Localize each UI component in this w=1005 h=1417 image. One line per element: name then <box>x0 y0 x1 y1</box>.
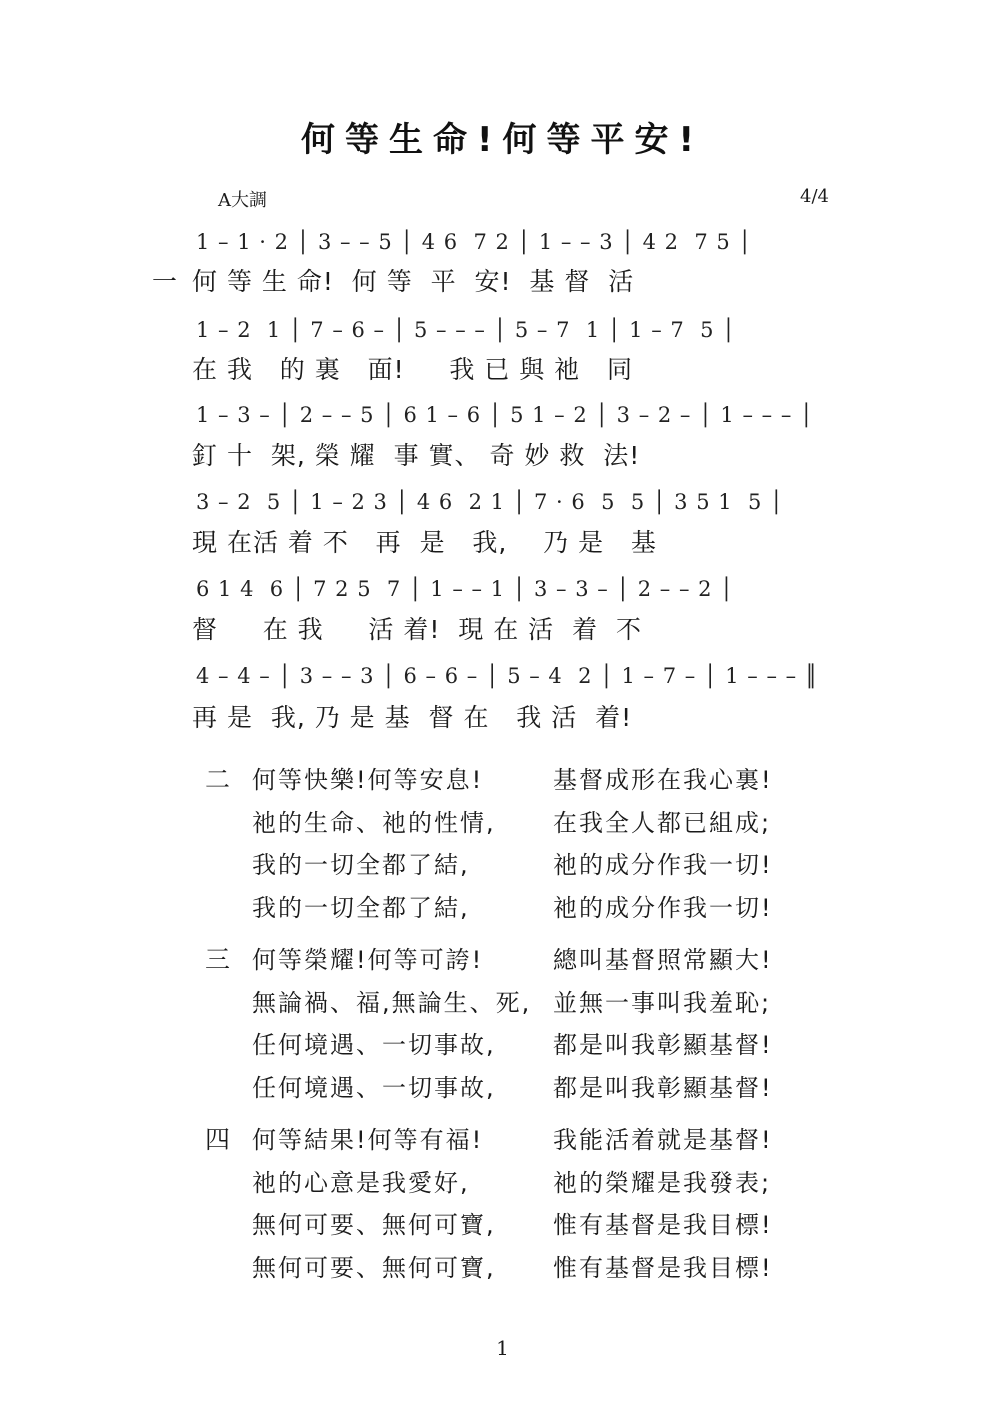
lyrics-line-5: 督 在 我 活 着! 現 在 活 着 不 <box>192 615 642 644</box>
verse-line: 祂的榮耀是我發表; <box>553 1169 772 1197</box>
verse-line: 何等結果!何等有福! <box>252 1126 484 1154</box>
verse-line: 惟有基督是我目標! <box>553 1211 773 1239</box>
lyrics-line-6: 再 是 我, 乃 是 基 督 在 我 活 着! <box>192 703 633 732</box>
verse-line: 何等榮耀!何等可誇! <box>252 946 484 974</box>
verse-line: 無何可要、無何可寶, <box>252 1254 496 1282</box>
notation-line-1: 1 – 1 · 2 │ 3 – – 5 │ 4 6 7 2 │ 1 – – 3 │ 4 2 7 5 │ <box>196 230 753 254</box>
verse-line: 基督成形在我心裏! <box>553 766 773 794</box>
verse-line: 惟有基督是我目標! <box>553 1254 773 1282</box>
verse-line: 祂的生命、祂的性情, <box>252 809 496 837</box>
stanza-number: 一 <box>152 267 178 296</box>
verse-line: 我的一切全都了結, <box>252 894 470 922</box>
verse-line: 都是叫我彰顯基督! <box>553 1031 773 1059</box>
verse-line: 祂的心意是我愛好, <box>252 1169 470 1197</box>
notation-line-5: 6 1 4 6 │ 7 2 5 7 │ 1 – – 1 │ 3 – 3 – │ 2 – – 2 │ <box>196 577 734 601</box>
verse-line: 祂的成分作我一切! <box>553 851 773 879</box>
time-signature: 4/4 <box>800 186 829 207</box>
verse-line: 何等快樂!何等安息! <box>252 766 484 794</box>
lyrics-line-4: 現 在活 着 不 再 是 我, 乃 是 基 <box>192 528 657 557</box>
verse-line: 我的一切全都了結, <box>252 851 470 879</box>
hymn-title: 何等生命!何等平安! <box>300 120 704 160</box>
verse-line: 總叫基督照常顯大! <box>553 946 773 974</box>
lyrics-line-1: 何 等 生 命! 何 等 平 安! 基 督 活 <box>192 267 635 296</box>
verse-line: 無論禍、福,無論生、死, <box>252 989 532 1017</box>
key-signature: A大調 <box>218 190 267 211</box>
notation-line-4: 3 – 2 5 │ 1 – 2 3 │ 4 6 2 1 │ 7 · 6 5 5 │ 3 5 1 5 │ <box>196 490 784 514</box>
verse-line: 祂的成分作我一切! <box>553 894 773 922</box>
lyrics-line-3: 釘 十 架, 榮 耀 事 實、 奇 妙 救 法! <box>192 441 641 470</box>
verse-line: 我能活着就是基督! <box>553 1126 773 1154</box>
notation-line-6: 4 – 4 – │ 3 – – 3 │ 6 – 6 – │ 5 – 4 2 │ 1 – 7 – │ 1 – – – ║ <box>196 664 819 688</box>
page-number: 1 <box>496 1336 509 1360</box>
verse-line: 都是叫我彰顯基督! <box>553 1074 773 1102</box>
verse-number: 四 <box>205 1125 231 1154</box>
verse-line: 無何可要、無何可寶, <box>252 1211 496 1239</box>
verse-number: 三 <box>205 945 231 974</box>
verse-line: 任何境遇、一切事故, <box>252 1031 496 1059</box>
verse-line: 並無一事叫我羞恥; <box>553 989 772 1017</box>
lyrics-line-2: 在 我 的 裏 面! 我 已 與 祂 同 <box>192 355 634 384</box>
verse-line: 任何境遇、一切事故, <box>252 1074 496 1102</box>
verse-number: 二 <box>205 765 231 794</box>
notation-line-3: 1 – 3 – │ 2 – – 5 │ 6 1 – 6 │ 5 1 – 2 │ 3 – 2 – │ 1 – – – │ <box>196 403 814 427</box>
notation-line-2: 1 – 2 1 │ 7 – 6 – │ 5 – – – │ 5 – 7 1 │ 1 – 7 5 │ <box>196 318 736 342</box>
verse-line: 在我全人都已組成; <box>553 809 772 837</box>
